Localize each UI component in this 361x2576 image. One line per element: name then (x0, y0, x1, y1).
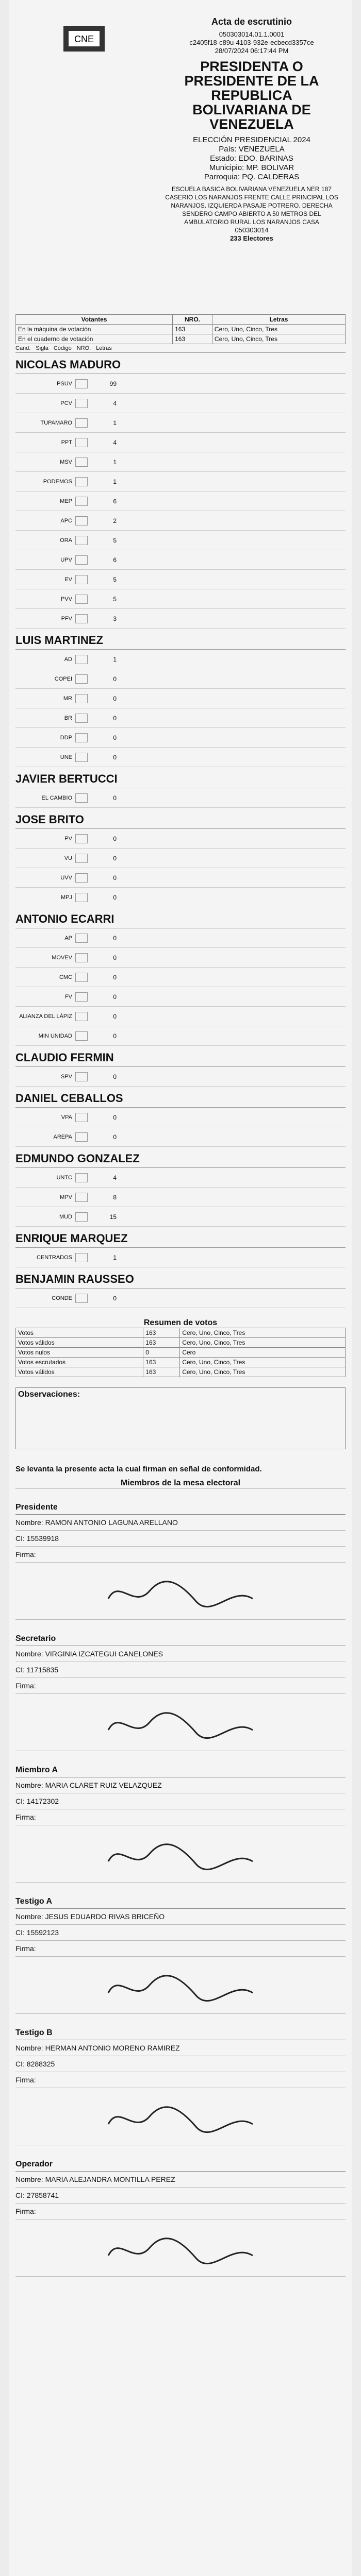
svg-text:CNE: CNE (74, 34, 94, 44)
vote-count: 1 (113, 419, 117, 427)
party-sigla: MR (63, 695, 72, 702)
vote-row (15, 788, 346, 808)
party-sigla: PCV (60, 400, 72, 406)
party-sigla: MPV (60, 1194, 72, 1200)
vote-count: 0 (113, 934, 117, 942)
signer-firma: Firma: (15, 1809, 346, 1825)
vote-count: 0 (113, 1012, 117, 1020)
code3: 050303014 (235, 226, 269, 234)
party-logo-icon (75, 992, 88, 1002)
party-logo-icon (75, 674, 88, 684)
vote-count: 0 (113, 973, 117, 981)
resumen-row: Votos válidos 163 Cero, Uno, Cinco, Tres (16, 1338, 346, 1348)
code2: c2405f18-c89u-4103-932e-ecbecd3357ce (189, 39, 314, 46)
signer-role: Presidente (15, 1501, 346, 1515)
party-logo-icon (75, 555, 88, 565)
vote-row (15, 1188, 346, 1207)
vote-count: 3 (113, 615, 117, 622)
vote-count: 0 (113, 753, 117, 761)
resumen-row: Votos 163 Cero, Uno, Cinco, Tres (16, 1328, 346, 1338)
vote-count: 15 (109, 1213, 117, 1221)
signer-block (15, 2026, 346, 2145)
party-sigla: DDP (60, 734, 72, 741)
vote-row (15, 394, 346, 413)
party-logo-icon (75, 834, 88, 843)
party-logo-icon (75, 1212, 88, 1222)
vote-row (15, 888, 346, 907)
vote-row (15, 968, 346, 987)
candidate-name: EDMUNDO GONZALEZ (15, 1150, 346, 1168)
signer-firma: Firma: (15, 1678, 346, 1694)
signature-image (15, 1825, 346, 1883)
candidate-name: CLAUDIO FERMIN (15, 1049, 346, 1067)
acta-paper (9, 0, 352, 2576)
resumen-row: Votos nulos 0 Cero (16, 1348, 346, 1358)
party-logo-icon (75, 655, 88, 664)
vote-row (15, 689, 346, 708)
conformidad: Se levanta la presente acta la cual firman en señal de conformidad. (15, 1465, 262, 1473)
page-title: PRESIDENTA O PRESIDENTE DE LA REPUBLICA BOLIVARIANA DE VENEZUELA (184, 59, 319, 132)
vote-row (15, 1168, 346, 1188)
centro: ESCUELA BASICA BOLIVARIANA VENEZUELA NER 187 CASERIO LOS NARANJOS FRENTE CALLE PRINCIPAL LOS NARANJOS. IZQUIERDA PASAJE POTRERO. DERECHA SENDERO CAMPO ABIERTO A 50 METROS DEL AMBULATORIO RURAL LOS NARANJOS CASA (165, 185, 338, 226)
election: ELECCIÓN PRESIDENCIAL 2024 (193, 135, 310, 144)
party-sigla: CMC (59, 974, 72, 980)
vote-count: 1 (113, 478, 117, 485)
party-logo-icon (75, 536, 88, 545)
party-logo-icon (75, 1173, 88, 1182)
vote-row (15, 452, 346, 472)
party-sigla: COPEI (54, 675, 72, 682)
vote-row (15, 948, 346, 968)
vote-count: 0 (113, 954, 117, 961)
party-sigla: UVV (60, 874, 72, 881)
vote-count: 0 (113, 794, 117, 802)
signer-ci: CI: 8288325 (15, 2056, 346, 2072)
vote-count: 0 (113, 675, 117, 683)
party-logo-icon (75, 399, 88, 408)
party-sigla: EV (64, 576, 72, 583)
vote-row (15, 472, 346, 492)
vote-count: 0 (113, 734, 117, 741)
party-sigla: AD (64, 656, 72, 663)
vote-count: 0 (113, 1133, 117, 1141)
vote-count: 4 (113, 438, 117, 446)
signature-image (15, 1694, 346, 1751)
vote-count: 0 (113, 714, 117, 722)
vote-row (15, 1248, 346, 1267)
signature-image (15, 1957, 346, 2014)
party-sigla: ORA (60, 537, 72, 544)
pais: País: VENEZUELA (219, 145, 285, 154)
signature-image (15, 2088, 346, 2145)
signer-ci: CI: 11715835 (15, 1662, 346, 1678)
candidate-name: ANTONIO ECARRI (15, 910, 346, 928)
vote-count: 4 (113, 399, 117, 407)
resumen-row: Votos escrutados 163 Cero, Uno, Cinco, Tres (16, 1358, 346, 1367)
vote-count: 0 (113, 854, 117, 862)
vote-row (15, 868, 346, 888)
party-logo-icon (75, 516, 88, 526)
vote-row (15, 570, 346, 589)
vote-count: 0 (113, 694, 117, 702)
signer-block (15, 2158, 346, 2277)
signer-firma: Firma: (15, 1941, 346, 1957)
party-logo-icon (75, 793, 88, 803)
signature-image (15, 1563, 346, 1620)
party-sigla: ALIANZA DEL LÁPIZ (19, 1013, 72, 1020)
vote-count: 0 (113, 1073, 117, 1080)
electores: 233 Electores (230, 234, 273, 242)
vote-row (15, 728, 346, 748)
vote-count: 0 (113, 1294, 117, 1302)
candidate-name: DANIEL CEBALLOS (15, 1090, 346, 1108)
vote-row (15, 492, 346, 511)
vote-count: 1 (113, 655, 117, 663)
signer-firma: Firma: (15, 2072, 346, 2088)
party-logo-icon (75, 694, 88, 703)
signer-block (15, 1764, 346, 1883)
party-logo-icon (75, 1012, 88, 1021)
party-sigla: MUD (59, 1213, 72, 1220)
party-sigla: PV (64, 835, 72, 842)
estado: Estado: EDO. BARINAS (210, 154, 293, 163)
party-sigla: BR (64, 715, 72, 721)
party-sigla: CONDE (52, 1295, 72, 1301)
signature-image (15, 2219, 346, 2277)
signer-ci: CI: 15539918 (15, 1531, 346, 1547)
party-logo-icon (75, 497, 88, 506)
party-sigla: SPV (60, 1073, 72, 1080)
party-logo-icon (75, 934, 88, 943)
party-logo-icon (75, 1294, 88, 1303)
vote-row (15, 433, 346, 452)
vote-count: 5 (113, 595, 117, 603)
vote-row (15, 1067, 346, 1087)
vote-row (15, 928, 346, 948)
signer-firma: Firma: (15, 1547, 346, 1563)
party-logo-icon (75, 714, 88, 723)
signer-role: Secretario (15, 1632, 346, 1646)
vote-count: 8 (113, 1193, 117, 1201)
vote-row (15, 1127, 346, 1147)
party-sigla: MSV (60, 459, 72, 465)
vote-row (15, 849, 346, 868)
party-sigla: VU (64, 855, 72, 861)
vote-row (15, 589, 346, 609)
party-logo-icon (75, 873, 88, 883)
candidate-name: ENRIQUE MARQUEZ (15, 1230, 346, 1248)
party-logo-icon (75, 1113, 88, 1122)
party-sigla: PVV (60, 596, 72, 602)
party-logo-icon (75, 953, 88, 962)
vote-count: 6 (113, 556, 117, 564)
party-logo-icon (75, 438, 88, 447)
party-sigla: PODEMOS (43, 478, 72, 485)
acta-header (9, 0, 352, 242)
party-logo-icon (75, 595, 88, 604)
signer-role: Operador (15, 2158, 346, 2172)
vote-row (15, 1108, 346, 1127)
party-sigla: PFV (61, 615, 72, 622)
party-logo-icon (75, 477, 88, 486)
party-sigla: TUPAMARO (40, 419, 72, 426)
party-logo-icon (75, 418, 88, 428)
resumen-title: Resumen de votos (143, 1318, 218, 1327)
party-logo-icon (75, 379, 88, 388)
vote-row (15, 669, 346, 689)
vote-row (15, 1026, 346, 1046)
party-sigla: EL CAMBIO (41, 794, 72, 801)
cand-headers: Cand. Sigla Código NRO. Letras (15, 344, 346, 353)
party-sigla: MPJ (61, 894, 72, 901)
signer-nombre: Nombre: MARIA CLARET RUIZ VELAZQUEZ (15, 1777, 346, 1793)
signer-ci: CI: 14172302 (15, 1793, 346, 1809)
candidate-name: NICOLAS MADURO (15, 356, 346, 374)
party-sigla: PSUV (57, 380, 72, 387)
party-sigla: FV (64, 993, 72, 1000)
vote-row (15, 511, 346, 531)
party-sigla: VPA (61, 1114, 72, 1121)
vote-row (15, 550, 346, 570)
vote-row (15, 650, 346, 669)
vote-count: 99 (109, 380, 117, 387)
signer-nombre: Nombre: VIRGINIA IZCATEGUI CANELONES (15, 1646, 346, 1662)
vote-count: 0 (113, 1113, 117, 1121)
party-sigla: MOVEV (52, 954, 72, 961)
candidate-name: JAVIER BERTUCCI (15, 770, 346, 788)
signer-role: Testigo A (15, 1895, 346, 1909)
signer-role: Miembro A (15, 1764, 346, 1777)
signer-ci: CI: 27858741 (15, 2188, 346, 2204)
party-logo-icon (75, 893, 88, 902)
party-logo-icon (75, 1253, 88, 1262)
signer-nombre: Nombre: JESUS EDUARDO RIVAS BRICEÑO (15, 1909, 346, 1925)
party-logo-icon (75, 733, 88, 742)
signer-block (15, 1895, 346, 2014)
resumen-row: Votos válidos 163 Cero, Uno, Cinco, Tres (16, 1367, 346, 1377)
candidate-name: LUIS MARTINEZ (15, 632, 346, 650)
vote-count: 0 (113, 1032, 117, 1040)
miembros-title: Miembros de la mesa electoral (15, 1479, 346, 1488)
signer-block (15, 1632, 346, 1751)
party-logo-icon (75, 1132, 88, 1142)
datetime: 28/07/2024 06:17:44 PM (215, 47, 289, 55)
vote-count: 1 (113, 1253, 117, 1261)
party-sigla: AREPA (53, 1133, 72, 1140)
candidate-name: BENJAMIN RAUSSEO (15, 1270, 346, 1289)
signer-block (15, 1501, 346, 1620)
vote-count: 0 (113, 874, 117, 882)
parroquia: Parroquia: PQ. CALDERAS (204, 173, 300, 181)
code1: 050303014.01.1.0001 (219, 30, 285, 38)
vote-row (15, 1207, 346, 1227)
party-logo-icon (75, 614, 88, 623)
vote-row (15, 374, 346, 394)
candidates-list (15, 356, 346, 1308)
vote-count: 4 (113, 1174, 117, 1181)
party-sigla: CENTRADOS (36, 1254, 72, 1261)
vote-count: 1 (113, 458, 117, 466)
resumen-table (15, 1328, 346, 1377)
party-logo-icon (75, 457, 88, 467)
signer-ci: CI: 15592123 (15, 1925, 346, 1941)
vote-row (15, 1289, 346, 1308)
party-sigla: PPT (61, 439, 72, 446)
vote-count: 0 (113, 893, 117, 901)
candidate-name: JOSE BRITO (15, 811, 346, 829)
vote-row (15, 829, 346, 849)
vote-count: 0 (113, 835, 117, 842)
signer-nombre: Nombre: RAMON ANTONIO LAGUNA ARELLANO (15, 1515, 346, 1531)
party-sigla: MIN UNIDAD (38, 1032, 72, 1039)
vote-row (15, 748, 346, 767)
vote-row (15, 609, 346, 629)
party-sigla: UNE (60, 754, 72, 760)
acta-label: Acta de escrutinio (211, 16, 292, 27)
party-logo-icon (75, 973, 88, 982)
municipio: Municipio: MP. BOLIVAR (209, 163, 294, 172)
party-sigla: UNTC (56, 1174, 72, 1181)
party-sigla: UPV (60, 556, 72, 563)
votantes-table: Votantes NRO. Letras En la máquina de votación 163 Cero, Uno, Cinco, Tres En el cuaderno de votación 163 Cero, Uno, Cinco, Tres (15, 314, 346, 344)
party-sigla: MEP (60, 498, 72, 504)
vote-row (15, 708, 346, 728)
party-logo-icon (75, 1193, 88, 1202)
vote-count: 5 (113, 536, 117, 544)
signer-firma: Firma: (15, 2204, 346, 2219)
vote-row (15, 1007, 346, 1026)
signer-nombre: Nombre: MARIA ALEJANDRA MONTILLA PEREZ (15, 2172, 346, 2188)
party-logo-icon (75, 753, 88, 762)
cne-logo-icon (61, 15, 107, 62)
vote-row (15, 531, 346, 550)
party-logo-icon (75, 575, 88, 584)
vote-count: 5 (113, 575, 117, 583)
vote-row (15, 413, 346, 433)
party-sigla: AP (64, 935, 72, 941)
party-logo-icon (75, 1031, 88, 1041)
party-logo-icon (75, 854, 88, 863)
vote-count: 6 (113, 497, 117, 505)
vote-row (15, 987, 346, 1007)
signer-nombre: Nombre: HERMAN ANTONIO MORENO RAMIREZ (15, 2040, 346, 2056)
vote-count: 2 (113, 517, 117, 524)
vote-count: 0 (113, 993, 117, 1001)
party-logo-icon (75, 1072, 88, 1081)
observaciones-box: Observaciones: (15, 1387, 346, 1449)
signer-role: Testigo B (15, 2026, 346, 2040)
signers-list (9, 1501, 352, 2277)
party-sigla: APC (60, 517, 72, 524)
